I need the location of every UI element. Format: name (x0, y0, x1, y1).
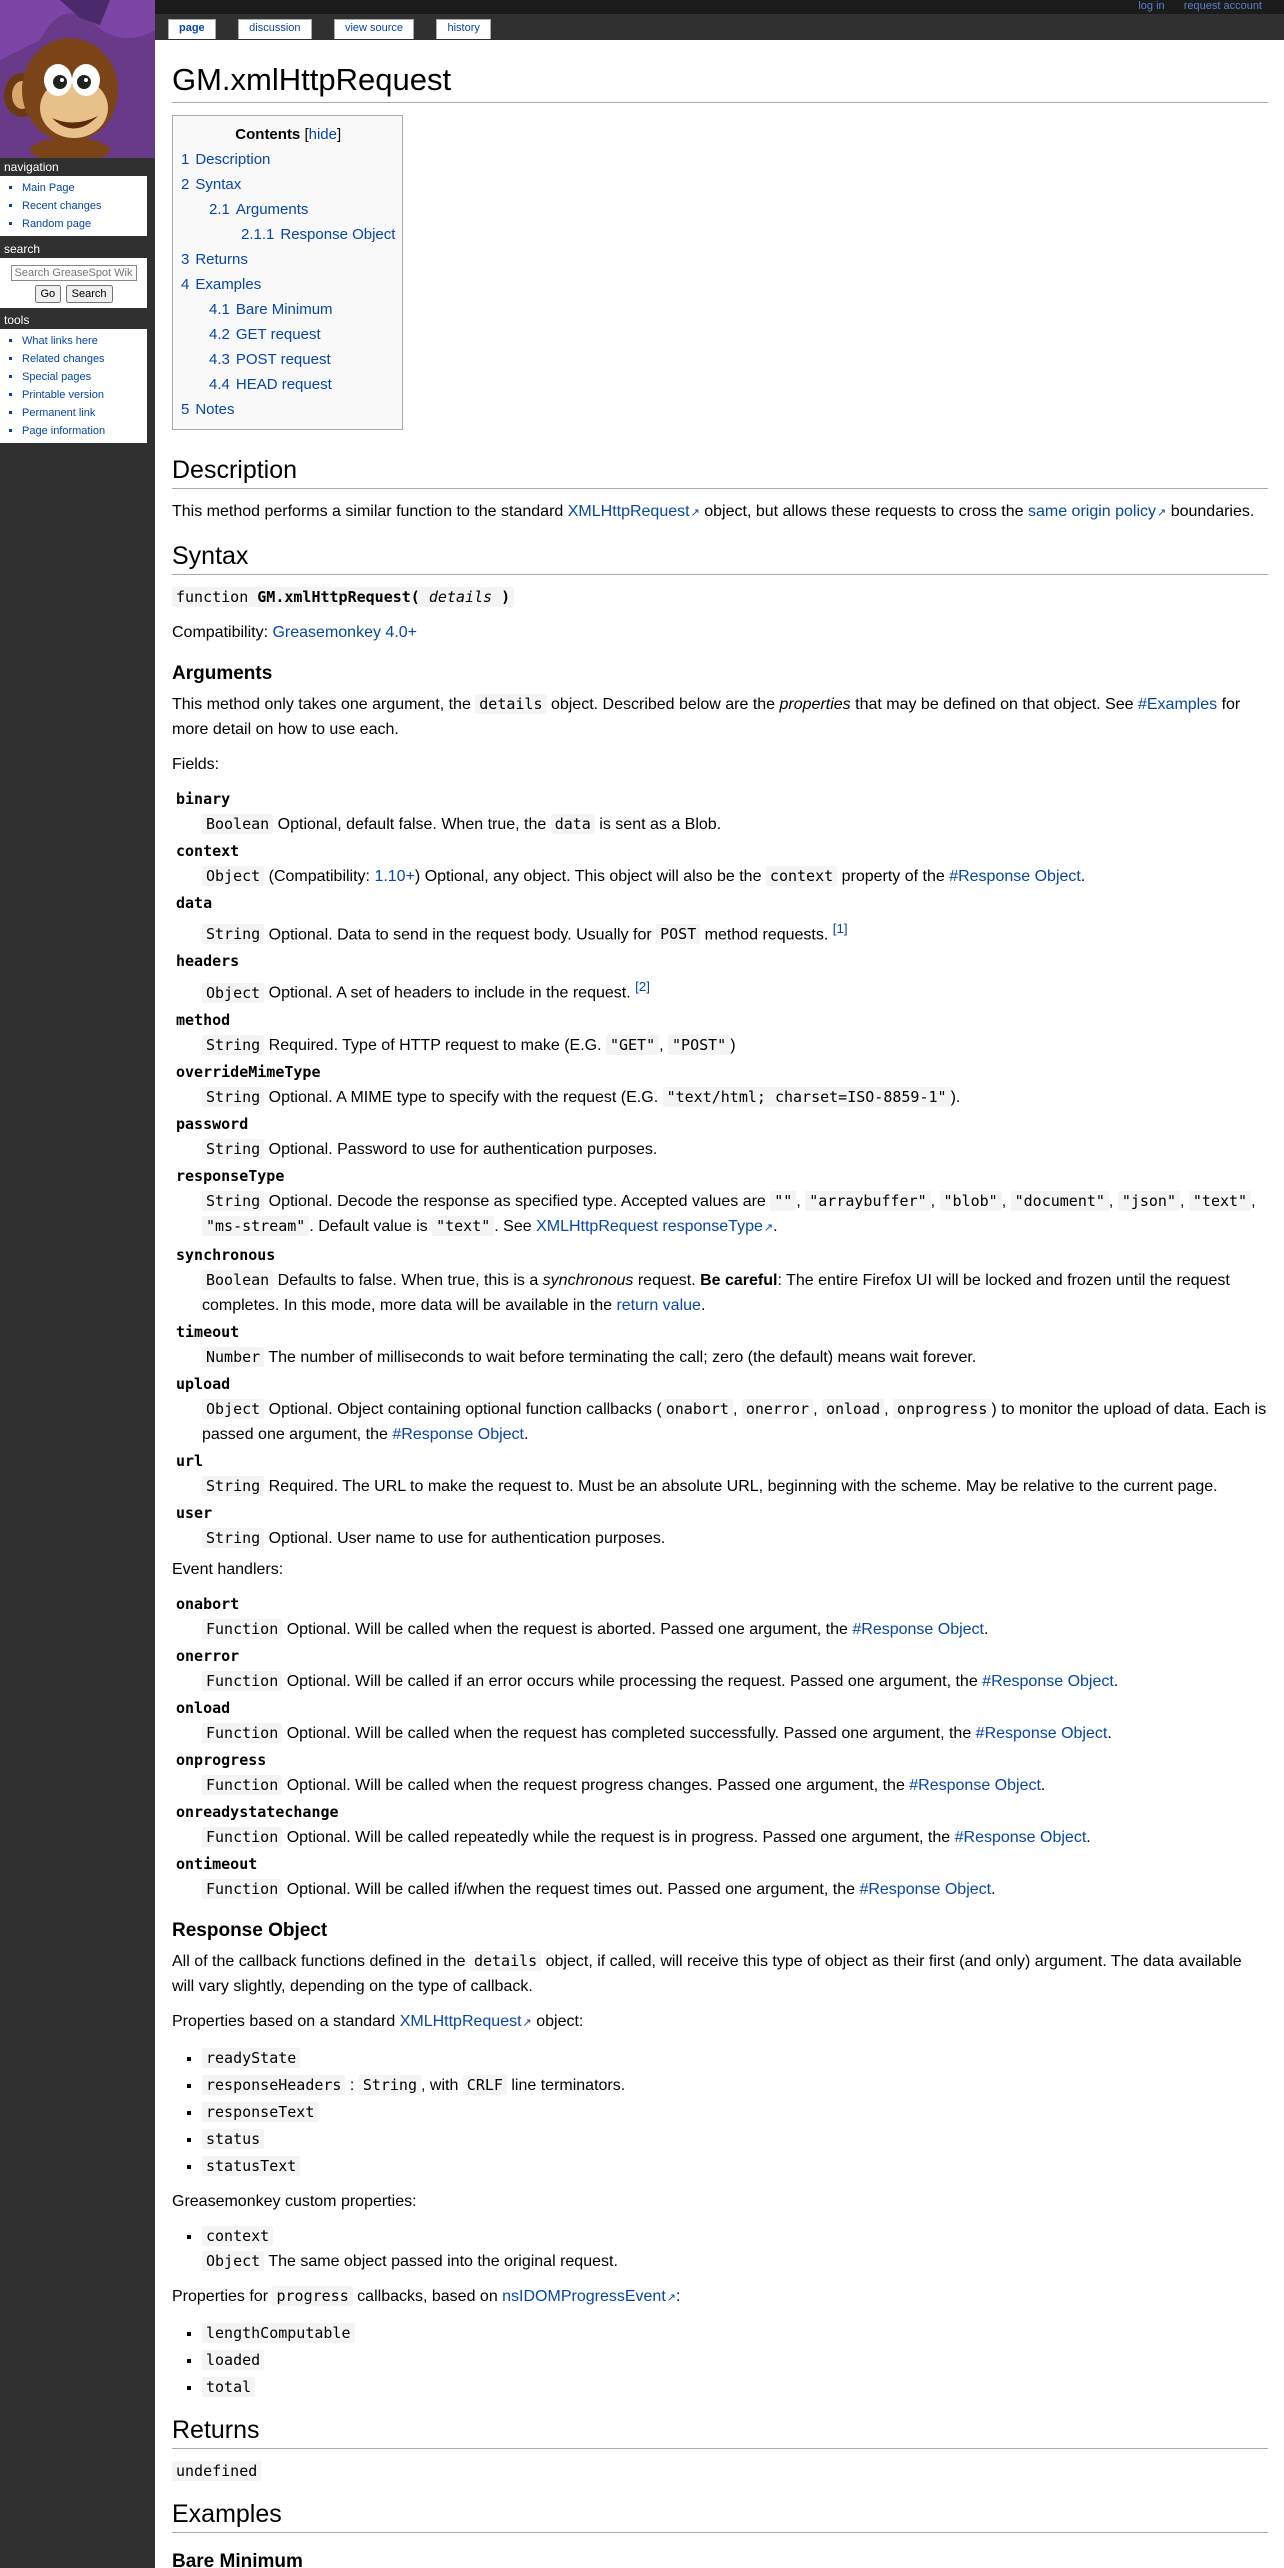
version-1-10-link[interactable]: 1.10+ (374, 868, 415, 885)
arguments-intro: This method only takes one argument, the details object. Described below are the properties that may be defined on that object. See #Examples for more detail on how to use each. (172, 695, 1241, 738)
field-name: synchronous (176, 1245, 276, 1264)
toc-heading: Contents (235, 126, 301, 143)
tools-box (0, 329, 147, 443)
toc-item-response-object[interactable]: 2.1.1 Response Object (241, 226, 396, 243)
nav-item-recent-changes[interactable]: ▪ Recent changes (22, 197, 143, 215)
handler-name: onload (176, 1698, 231, 1717)
field-desc: String Optional. Password to use for authentication purposes. (202, 1137, 1268, 1162)
description-heading: Description (172, 454, 1268, 489)
tools-title: tools (4, 313, 30, 327)
tool-related-changes[interactable]: ▪ Related changes (22, 350, 143, 368)
page-title: GM.xmlHttpRequest (172, 60, 1268, 103)
toc-hide-link[interactable]: hide (308, 126, 337, 143)
toc-item-examples[interactable]: 4 Examples (181, 276, 262, 293)
handler-name: onabort (176, 1594, 240, 1613)
response-object-link[interactable]: #Response Object (949, 868, 1081, 885)
toc-item-notes[interactable]: 5 Notes (181, 401, 235, 418)
field-name: password (176, 1114, 249, 1133)
tab-page[interactable]: page (168, 19, 216, 39)
search-button[interactable]: Search (66, 285, 113, 303)
tools-portlet (0, 313, 155, 443)
login-link[interactable]: log in (1138, 0, 1165, 12)
response-object-link[interactable]: #Response Object (975, 1724, 1108, 1742)
toc-item-syntax[interactable]: 2 Syntax (181, 176, 242, 193)
toc-item-head-request[interactable]: 4.4 HEAD request (209, 376, 332, 393)
returns-value: undefined (172, 2459, 1268, 2484)
field-desc: Object Optional. A set of headers to include in the request. [2] (202, 974, 1268, 1005)
examples-anchor-link[interactable]: #Examples (1137, 696, 1218, 713)
arguments-heading: Arguments (172, 663, 273, 684)
response-object-link[interactable]: #Response Object (852, 1620, 984, 1638)
list-item: ▪ context Object The same object passed into the original request. (202, 2224, 1268, 2274)
tool-special-pages[interactable]: ▪ Special pages (22, 368, 143, 386)
handler-desc: Function Optional. Will be called when the request has completed successfully. Passed one argument, the #Response Object. (202, 1721, 1268, 1746)
response-object-link[interactable]: #Response Object (954, 1828, 1087, 1846)
handler-desc: Function Optional. Will be called repeatedly while the request is in progress. Passed one argument, the #Response Object. (202, 1825, 1268, 1850)
response-paragraph-3: Greasemonkey custom properties: (172, 2192, 417, 2210)
navigation-title: navigation (4, 160, 59, 174)
function-signature: function GM.xmlHttpRequest( details ) (172, 587, 514, 607)
same-origin-policy-link[interactable]: same origin policy ↗ (1028, 503, 1166, 520)
toc-item-description[interactable]: 1 Description (181, 151, 271, 168)
handler-desc: Function Optional. Will be called when the request progress changes. Passed one argument, the #Response Object. (202, 1773, 1268, 1798)
tool-page-information[interactable]: ▪ Page information (22, 422, 143, 440)
return-value-link[interactable]: return value (616, 1296, 701, 1314)
response-object-heading: Response Object (172, 1919, 328, 1941)
greasemonkey-4-link[interactable]: Greasemonkey 4.0+ (272, 624, 418, 641)
field-desc: String Optional. Decode the response as specified type. Accepted values are "" , "arraybuffer" , "blob" , "document" , "json" , "text" , "ms-stream" . Default value is "text" . See XMLHttpRequest responseType ↗ . (202, 1189, 1268, 1241)
description-paragraph: This method performs a similar function to the standard XMLHttpRequest ↗ object, but allows these requests to cross the same origin policy ↗ boundaries. (172, 499, 1268, 526)
table-of-contents (172, 115, 403, 430)
tool-printable-version[interactable]: ▪ Printable version (22, 386, 143, 404)
field-name: overrideMimeType (176, 1062, 321, 1081)
handler-desc: Function Optional. Will be called when the request is aborted. Passed one argument, the #Response Object. (202, 1617, 1268, 1642)
site-logo[interactable] (0, 0, 155, 158)
list-item: ▪ statusText (202, 2154, 1268, 2179)
progress-properties-list (202, 2321, 1268, 2400)
list-item: ▪ status (202, 2127, 1268, 2152)
search-box (0, 258, 147, 308)
footnote-1-link[interactable]: [1] (832, 921, 848, 936)
toc-item-bare-minimum[interactable]: 4.1 Bare Minimum (209, 301, 333, 318)
list-item: ▪ readyState (202, 2046, 1268, 2071)
nav-item-main-page[interactable]: ▪ Main Page (22, 179, 143, 197)
field-desc: String Optional. A MIME type to specify with the request (E.G. "text/html; charset=ISO-8859-1" ). (202, 1085, 1268, 1110)
toc-item-post-request[interactable]: 4.3 POST request (209, 351, 331, 368)
page-tabs (168, 18, 509, 40)
tab-history[interactable]: history (436, 19, 490, 39)
search-input[interactable] (11, 265, 137, 281)
nsidomprogressevent-link[interactable]: nsIDOMProgressEvent ↗ (502, 2288, 676, 2305)
handler-desc: Function Optional. Will be called if an error occurs while processing the request. Passed one argument, the #Response Object. (202, 1669, 1268, 1694)
handler-name: onreadystatechange (176, 1802, 339, 1821)
search-portlet (0, 242, 155, 308)
handler-name: onerror (176, 1646, 240, 1665)
field-desc: Number The number of milliseconds to wait before terminating the call; zero (the default) means wait forever. (202, 1345, 1268, 1370)
response-object-link[interactable]: #Response Object (909, 1776, 1041, 1794)
xmlhttprequest-link[interactable]: XMLHttpRequest ↗ (568, 503, 700, 520)
field-desc: Boolean Defaults to false. When true, this is a synchronous request. Be careful: The entire Firefox UI will be locked and frozen until the request completes. In this mode, more data will be available in the return value. (202, 1270, 1230, 1314)
field-name: method (176, 1010, 231, 1029)
field-name: timeout (176, 1322, 240, 1341)
handlers-list (176, 1592, 1268, 1902)
nav-item-random-page[interactable]: ▪ Random page (22, 215, 143, 233)
handler-desc: Function Optional. Will be called if/when the request times out. Passed one argument, the #Response Object. (202, 1877, 1268, 1902)
response-object-link[interactable]: #Response Object (982, 1672, 1114, 1690)
footnote-2-link[interactable]: [2] (635, 979, 650, 995)
navigation-portlet (0, 160, 155, 236)
response-paragraph-1: All of the callback functions defined in the details object, if called, will receive this type of object as their first (and only) argument. The data available will vary slightly, depending on the type of callback. (172, 1951, 1242, 1995)
syntax-heading: Syntax (172, 540, 1268, 575)
list-item: ▪ responseHeaders : String , with CRLF line terminators. (202, 2073, 1268, 2098)
xmlhttprequest-link[interactable]: XMLHttpRequest ↗ (400, 2013, 532, 2030)
toc-item-get-request[interactable]: 4.2 GET request (209, 326, 321, 343)
response-paragraph-2: Properties based on a standard XMLHttpRequest ↗ object: (172, 2009, 1268, 2036)
tool-permanent-link[interactable]: ▪ Permanent link (22, 404, 143, 422)
response-object-link[interactable]: #Response Object (392, 1425, 524, 1443)
response-paragraph-4: Properties for progress callbacks, based on nsIDOMProgressEvent ↗ : (172, 2284, 1268, 2311)
field-name: url (176, 1451, 204, 1470)
field-desc: Object Optional. Object containing optional function callbacks ( onabort , onerror , onload , onprogress ) to monitor the upload of data. Each is passed one argument, the #Response Object. (202, 1399, 1267, 1443)
field-desc: Object (Compatibility: 1.10+) Optional, any object. This object will also be the context property of the #Response Object. (202, 864, 1268, 889)
list-item: ▪ total (202, 2375, 1268, 2400)
fields-list (176, 787, 1268, 1551)
handler-name: onprogress (176, 1750, 267, 1769)
handler-name: ontimeout (176, 1854, 258, 1873)
top-bar (0, 0, 1284, 14)
list-item: ▪ responseText (202, 2100, 1268, 2125)
field-name: binary (176, 790, 231, 808)
bare-minimum-heading: Bare Minimum (172, 2550, 303, 2568)
field-desc: String Required. Type of HTTP request to make (E.G. "GET" , "POST" ) (202, 1033, 1268, 1058)
field-name: responseType (176, 1166, 285, 1185)
field-desc: Boolean Optional, default false. When true, the data is sent as a Blob. (202, 812, 1268, 837)
field-name: data (176, 894, 213, 912)
event-handlers-label: Event handlers: (172, 1560, 284, 1578)
list-item: ▪ loaded (202, 2348, 1268, 2373)
fields-label: Fields: (172, 756, 220, 773)
field-desc: String Optional. User name to use for authentication purposes. (202, 1526, 1268, 1551)
toc-item-returns[interactable]: 3 Returns (181, 251, 248, 268)
compatibility-line: Compatibility: Greasemonkey 4.0+ (172, 624, 418, 641)
toc-item-arguments[interactable]: 2.1 Arguments (209, 201, 309, 218)
field-desc: String Optional. Data to send in the request body. Usually for POST method requests. [1] (202, 916, 1268, 947)
syntax-signature (172, 585, 1268, 610)
tab-discussion[interactable]: discussion (238, 19, 311, 39)
field-name: upload (176, 1374, 231, 1393)
tool-what-links-here[interactable]: ▪ What links here (22, 332, 143, 350)
standard-properties-list (202, 2046, 1268, 2179)
returns-heading: Returns (172, 2414, 1268, 2449)
examples-heading: Examples (172, 2498, 1268, 2533)
response-object-link[interactable]: #Response Object (859, 1880, 992, 1898)
responsetype-link[interactable]: XMLHttpRequest responseType ↗ (536, 1218, 773, 1235)
personal-tools (1122, 0, 1262, 12)
field-desc: String Required. The URL to make the request to. Must be an absolute URL, beginning with the scheme. May be relative to the current page. (202, 1474, 1268, 1499)
list-item: ▪ lengthComputable (202, 2321, 1268, 2346)
search-title: search (4, 242, 41, 256)
custom-properties-list (202, 2224, 1268, 2274)
field-name: user (176, 1503, 213, 1522)
go-button[interactable]: Go (35, 285, 62, 303)
main-content (155, 40, 1284, 2568)
request-account-link[interactable]: request account (1183, 0, 1262, 12)
toc-title: Contents [hide] (235, 126, 342, 143)
tab-view-source[interactable]: view source (334, 19, 414, 39)
field-name: headers (176, 952, 240, 971)
navigation-box (0, 176, 147, 236)
field-name: context (176, 842, 240, 860)
